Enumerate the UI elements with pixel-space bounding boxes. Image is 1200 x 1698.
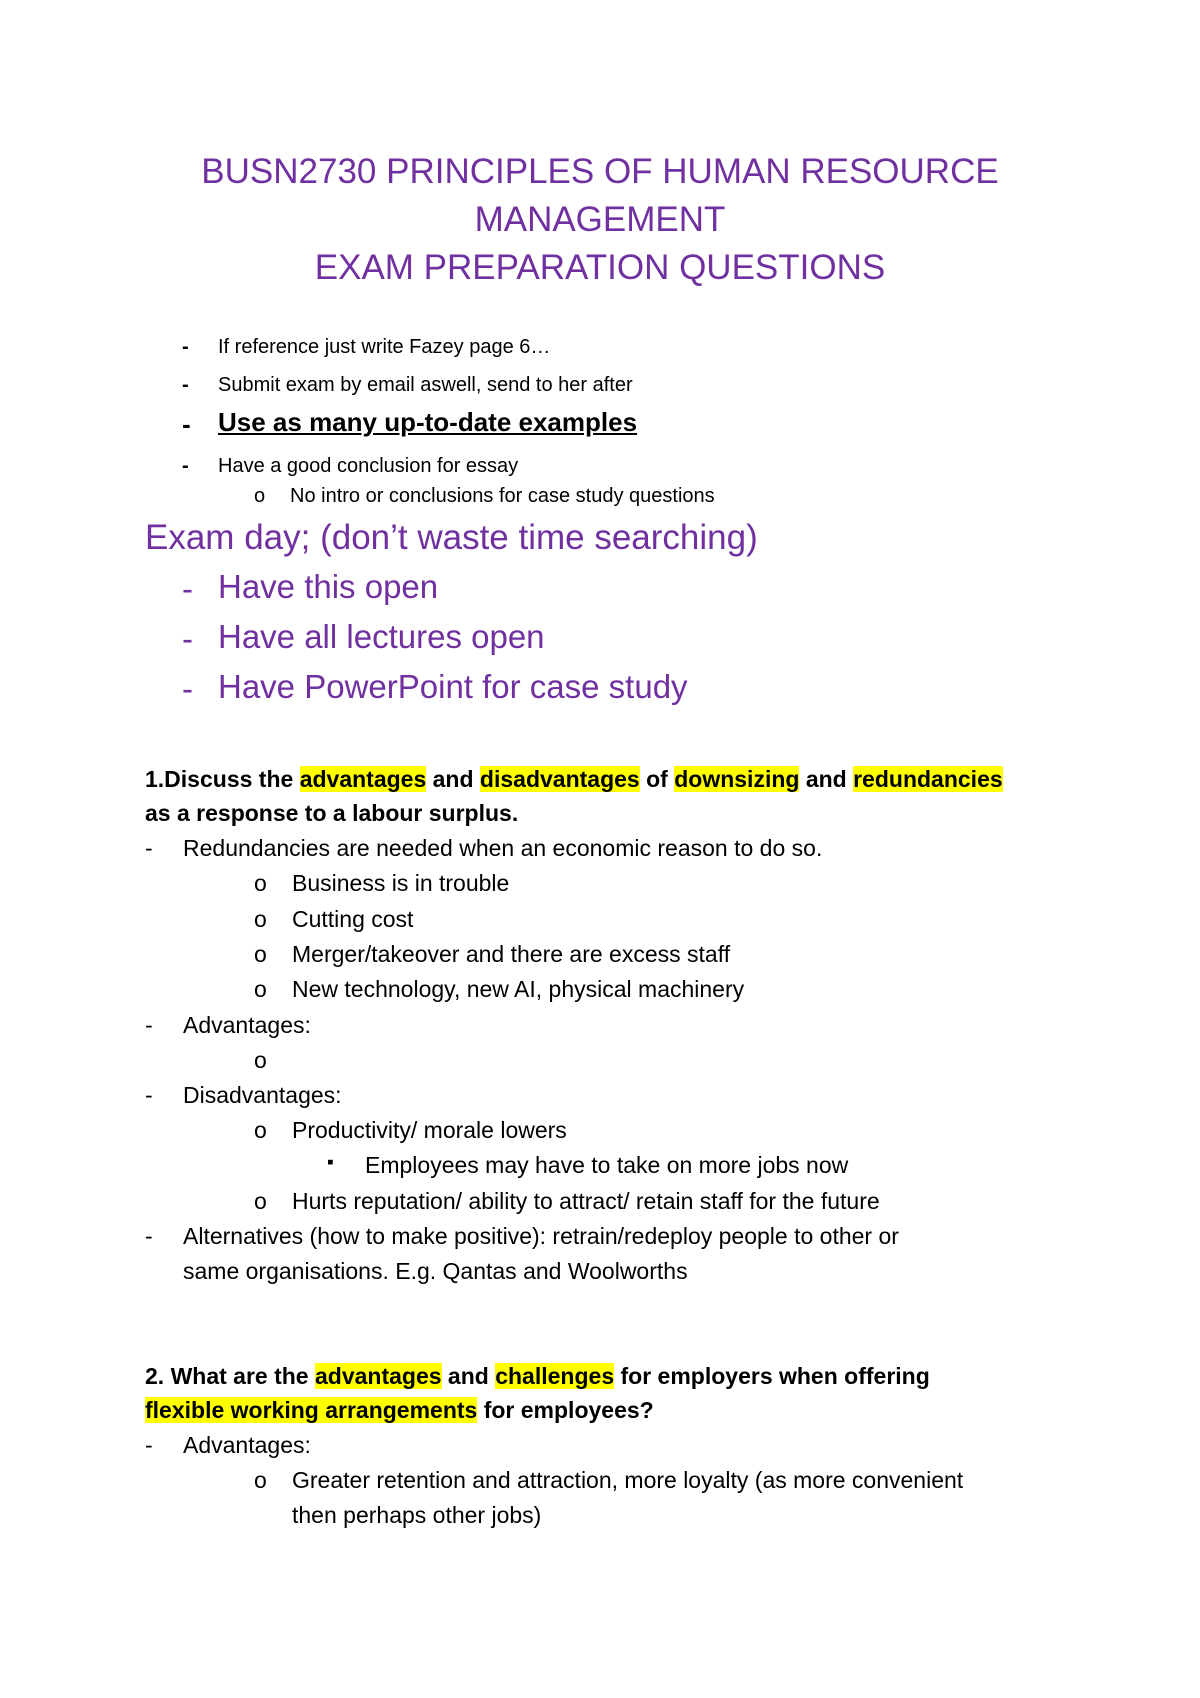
q1-highlight-advantages: advantages bbox=[299, 766, 427, 792]
dash-bullet: - bbox=[145, 1432, 153, 1458]
exam-day-item-lectures: Have all lectures open bbox=[218, 618, 545, 655]
dash-bullet: - bbox=[145, 1012, 153, 1038]
q2-advantage-line-2: then perhaps other jobs) bbox=[292, 1502, 542, 1528]
title-line-3: EXAM PREPARATION QUESTIONS bbox=[314, 248, 886, 287]
dash-bullet: - bbox=[145, 1082, 153, 1108]
q1-advantages-label: Advantages: bbox=[183, 1012, 311, 1038]
circle-bullet: o bbox=[254, 870, 267, 896]
q1-highlight-redundancies: redundancies bbox=[853, 766, 1003, 792]
q1-highlight-downsizing: downsizing bbox=[674, 766, 800, 792]
q1-heading-line-2: as a response to a labour surplus. bbox=[145, 800, 519, 826]
q2-advantages-label: Advantages: bbox=[183, 1432, 311, 1458]
dash-bullet: - bbox=[145, 1223, 153, 1249]
q2-highlight-advantages: advantages bbox=[314, 1363, 442, 1389]
circle-bullet: o bbox=[254, 1467, 267, 1493]
q2-text: for employees? bbox=[477, 1397, 654, 1423]
q2-highlight-flexible: flexible working arrangements bbox=[145, 1397, 478, 1423]
q2-heading-line-1 bbox=[145, 1363, 930, 1389]
q2-highlight-challenges: challenges bbox=[495, 1363, 615, 1389]
circle-bullet: o bbox=[254, 1117, 267, 1143]
note-reference: If reference just write Fazey page 6… bbox=[218, 336, 551, 358]
q2-text: 2. What are the bbox=[145, 1363, 315, 1389]
q1-highlight-disadvantages: disadvantages bbox=[479, 766, 640, 792]
exam-day-bullet: - bbox=[182, 570, 193, 607]
circle-bullet: o bbox=[254, 941, 267, 967]
q1-disadvantage-reputation: Hurts reputation/ ability to attract/ retain staff for the future bbox=[292, 1188, 880, 1214]
circle-bullet: o bbox=[254, 1047, 267, 1073]
q2-advantage-line-1: Greater retention and attraction, more loyalty (as more convenient bbox=[292, 1467, 964, 1493]
square-bullet: ▪ bbox=[327, 1152, 334, 1173]
note-bullet: - bbox=[182, 455, 189, 477]
title-line-2: MANAGEMENT bbox=[474, 200, 726, 239]
exam-day-item-powerpoint: Have PowerPoint for case study bbox=[218, 668, 688, 705]
title-line-1: BUSN2730 PRINCIPLES OF HUMAN RESOURCE bbox=[201, 152, 999, 191]
q2-text: for employers when offering bbox=[614, 1363, 930, 1389]
circle-bullet: o bbox=[254, 1188, 267, 1214]
q1-reason: Merger/takeover and there are excess staff bbox=[292, 941, 731, 967]
note-no-intro: No intro or conclusions for case study questions bbox=[290, 485, 715, 507]
q1-text: and bbox=[799, 766, 854, 792]
q2-heading-line-2 bbox=[145, 1397, 654, 1423]
q1-redundancies-intro: Redundancies are needed when an economic reason to do so. bbox=[183, 835, 823, 861]
q1-reason: New technology, new AI, physical machinery bbox=[292, 976, 745, 1002]
dash-bullet: - bbox=[145, 835, 153, 861]
sub-bullet: o bbox=[254, 485, 266, 507]
exam-day-bullet: - bbox=[182, 670, 193, 707]
q1-reason: Cutting cost bbox=[292, 906, 414, 932]
note-bullet: - bbox=[182, 409, 191, 439]
q2-text: and bbox=[441, 1363, 496, 1389]
q1-alternatives-line-2: same organisations. E.g. Qantas and Woolworths bbox=[183, 1258, 688, 1284]
q1-reason: Business is in trouble bbox=[292, 870, 510, 896]
q1-text: of bbox=[639, 766, 675, 792]
q1-disadvantage-productivity: Productivity/ morale lowers bbox=[292, 1117, 567, 1143]
exam-day-bullet: - bbox=[182, 620, 193, 657]
q1-alternatives-line-1: Alternatives (how to make positive): retrain/redeploy people to other or bbox=[183, 1223, 899, 1249]
note-bullet: - bbox=[182, 374, 189, 396]
note-submit: Submit exam by email aswell, send to her after bbox=[218, 374, 633, 396]
q1-disadvantage-subpoint: Employees may have to take on more jobs now bbox=[365, 1152, 849, 1178]
exam-day-item-this: Have this open bbox=[218, 568, 439, 605]
q1-text: and bbox=[426, 766, 480, 792]
q1-text: 1.Discuss the bbox=[145, 766, 300, 792]
note-bullet: - bbox=[182, 336, 189, 358]
circle-bullet: o bbox=[254, 906, 267, 932]
q1-heading-line-1 bbox=[145, 766, 1003, 792]
note-conclusion: Have a good conclusion for essay bbox=[218, 455, 519, 477]
circle-bullet: o bbox=[254, 976, 267, 1002]
note-examples: Use as many up-to-date examples bbox=[218, 407, 638, 437]
exam-day-heading: Exam day; (don’t waste time searching) bbox=[145, 518, 758, 557]
q1-disadvantages-label: Disadvantages: bbox=[183, 1082, 342, 1108]
